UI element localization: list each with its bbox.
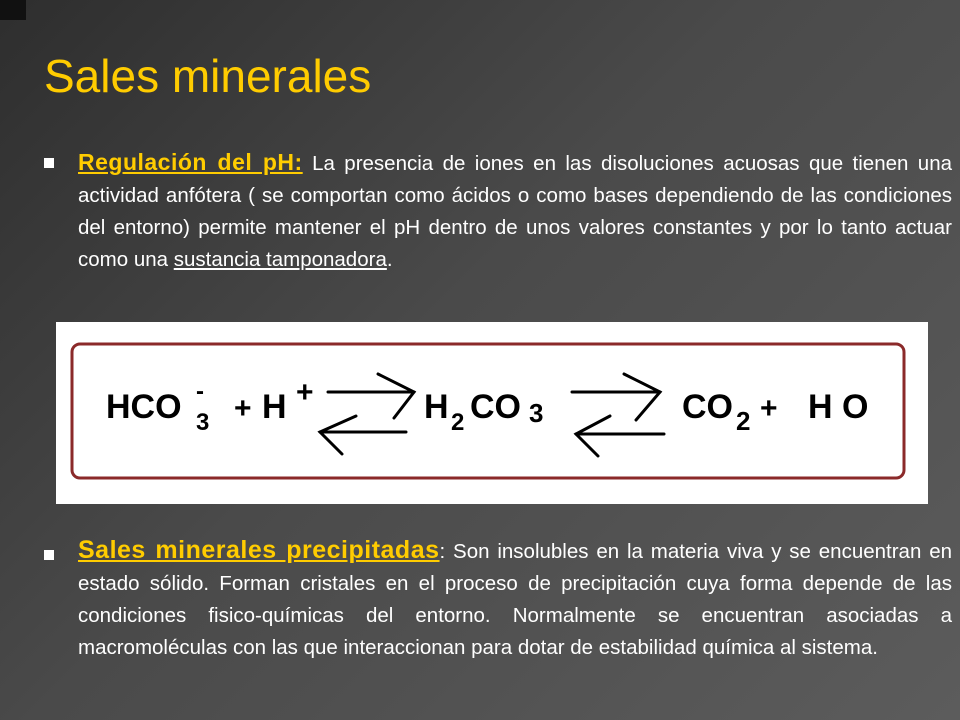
formula-co3: CO	[470, 388, 521, 426]
formula-co2: CO	[682, 388, 733, 426]
formula-h-charge: +	[296, 376, 314, 409]
bullet-text	[78, 534, 952, 664]
formula-co3-subscript: 3	[529, 398, 544, 428]
formula-h2: H	[424, 388, 449, 426]
slide-title: Sales minerales	[44, 50, 372, 102]
tampon-link[interactable]: sustancia tamponadora	[173, 248, 387, 271]
formula-h2-subscript: 2	[451, 409, 465, 436]
bullet-heading: Regulación del pH:	[78, 149, 303, 175]
bullet-body: : Son insolubles en la materia viva y se encuentran en estado sólido. Forman cristales en el proceso de precipitación cuya forma depende de las condiciones fisico-químicas del entorno. Normalmente se encuentran asociadas a macromoléculas con las que interaccionan para dotar de estabilidad química al sistema.	[78, 540, 952, 659]
equilibrium-arrows-2	[572, 374, 664, 456]
bullet-precipitated-salts	[44, 534, 952, 664]
formula-co2-subscript: 2	[736, 406, 751, 436]
bullet-ph-regulation	[44, 146, 952, 276]
formula-h: H	[262, 388, 287, 426]
plus-sign-2: +	[760, 392, 778, 425]
corner-mark	[0, 0, 26, 20]
bullet-text	[78, 146, 952, 276]
bullet-heading: Sales minerales precipitadas	[78, 536, 440, 564]
formula-hco: HCO	[106, 388, 182, 426]
formula-hco-charge: -	[196, 378, 204, 405]
equilibrium-arrows-1	[320, 374, 414, 454]
bullet-body: La presencia de iones en las disoluciones acuosas que tienen una actividad anfótera ( se comportan como ácidos o como bases dependiendo de las condiciones del entorno) permite mantener el pH dentro de unos valores constantes y por lo tanto actuar como una	[78, 152, 953, 271]
bullet-marker	[44, 158, 54, 168]
equation-panel	[56, 322, 928, 504]
formula-hco-subscript: 3	[196, 409, 210, 436]
formula-water: H O	[808, 388, 869, 426]
bullet-body-end: .	[386, 248, 393, 271]
equation-figure	[56, 322, 928, 504]
bullet-marker	[44, 550, 54, 560]
plus-sign: +	[234, 392, 252, 425]
